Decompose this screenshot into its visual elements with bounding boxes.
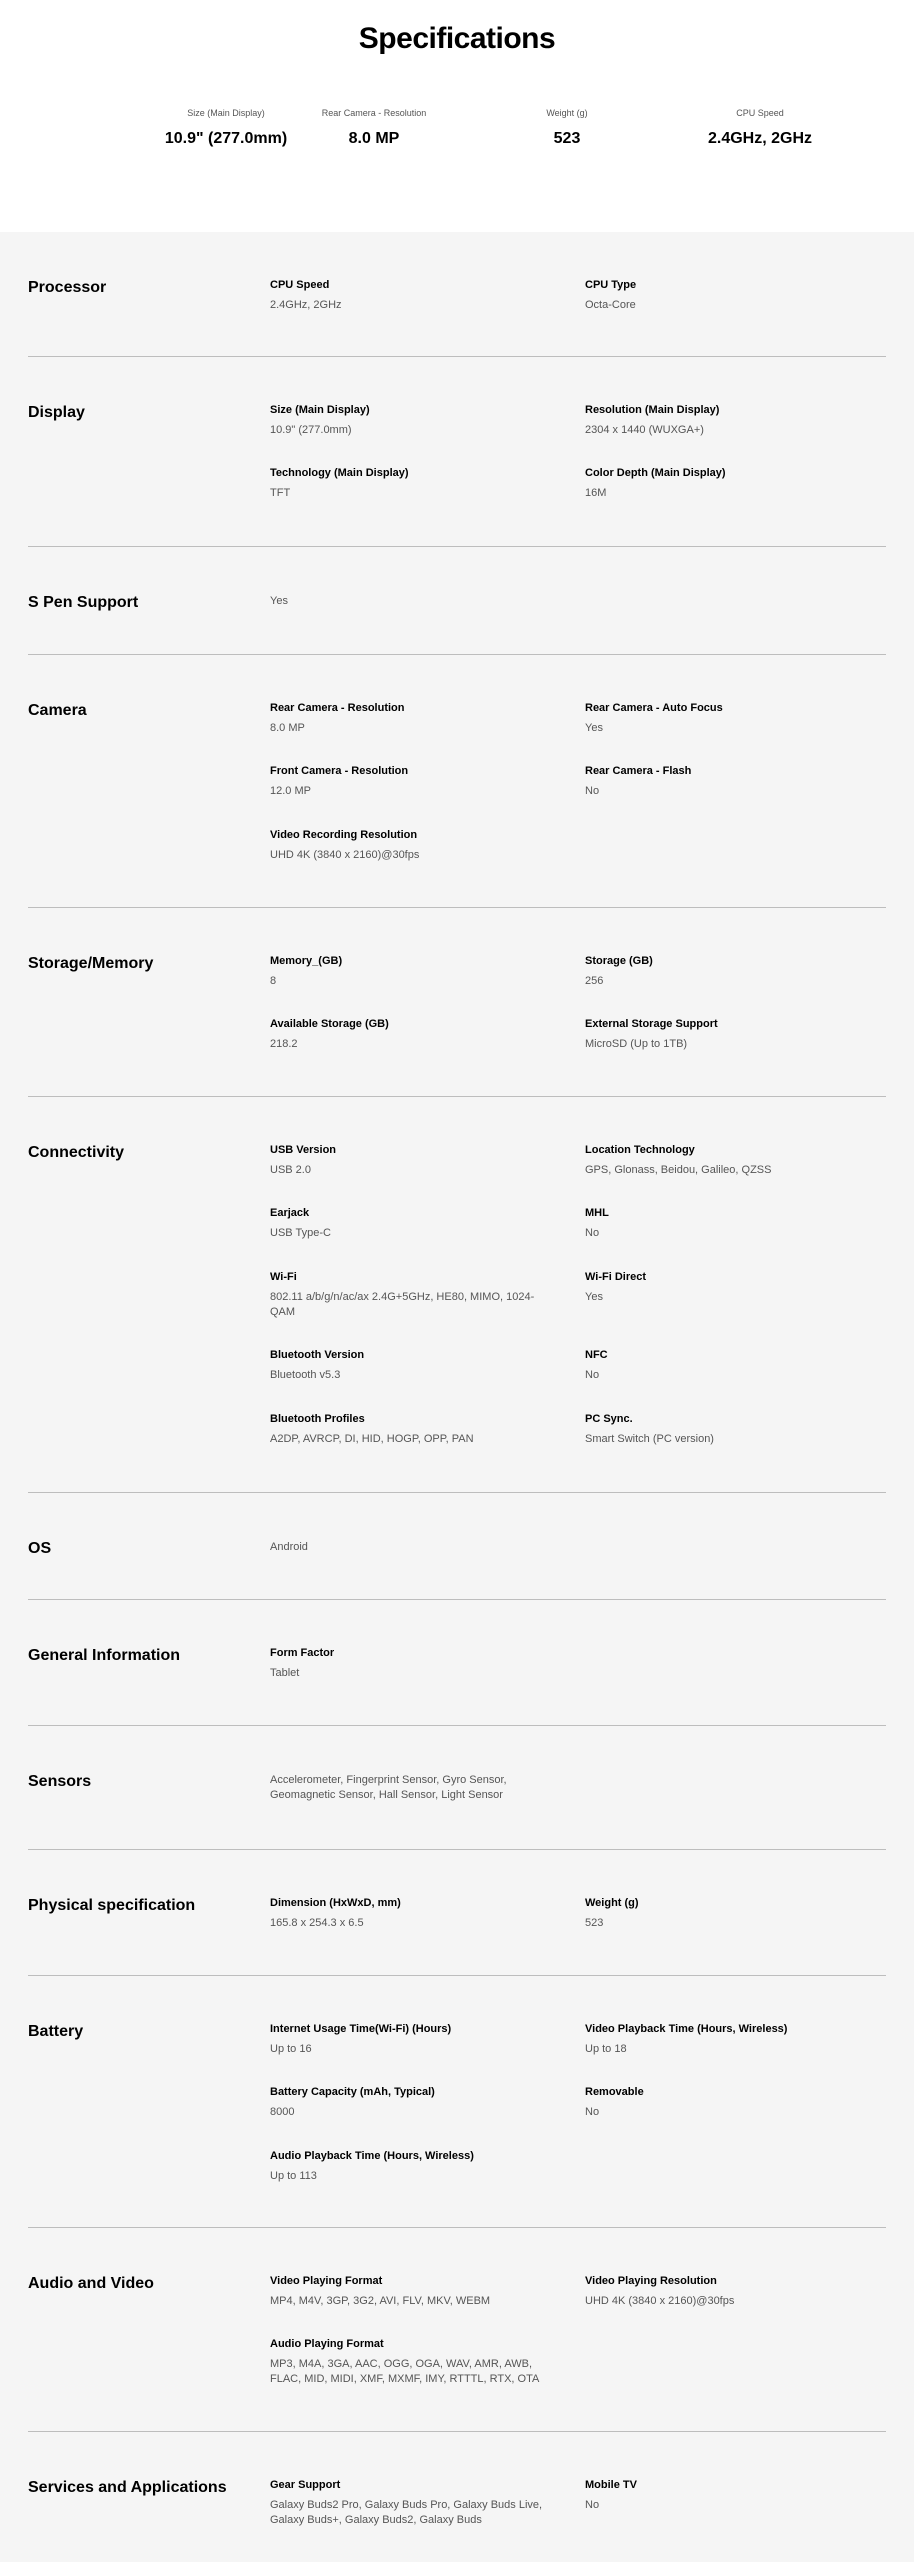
spec-item — [585, 1413, 870, 1447]
spec-name: Mobile TV — [585, 2479, 637, 2491]
section-title: Services and Applications — [28, 2479, 227, 2496]
section-camera — [28, 655, 886, 908]
spec-name: Rear Camera - Auto Focus — [585, 702, 723, 714]
spec-name: Wi-Fi Direct — [585, 1271, 647, 1283]
spec-value: No — [585, 785, 600, 797]
spec-item — [585, 1207, 870, 1241]
spec-item — [585, 2479, 870, 2513]
spec-name: Audio Playing Format — [270, 2338, 384, 2350]
spec-value: UHD 4K (3840 x 2160)@30fps — [270, 849, 420, 861]
spec-name: Rear Camera - Resolution — [270, 702, 405, 714]
section-title: Battery — [28, 2023, 84, 2040]
section-title: Sensors — [28, 1773, 92, 1790]
spec-name: Form Factor — [270, 1647, 335, 1659]
spec-value: 8 — [270, 975, 277, 987]
highlight-weight — [467, 108, 667, 148]
spec-item — [270, 1144, 555, 1178]
spec-value: Yes — [585, 1291, 603, 1303]
spec-name: Size (Main Display) — [270, 404, 370, 416]
spec-item — [585, 2023, 870, 2057]
spec-item — [585, 1349, 870, 1383]
spec-value: Up to 16 — [270, 2043, 312, 2055]
spec-item — [270, 765, 555, 799]
spec-value: Android — [270, 1541, 308, 1553]
section-title: Audio and Video — [28, 2275, 154, 2292]
spec-item — [585, 279, 870, 313]
spec-name: Resolution (Main Display) — [585, 404, 720, 416]
spec-item — [585, 765, 870, 799]
section-title: Connectivity — [28, 1144, 125, 1161]
spec-item — [270, 2275, 555, 2309]
spec-item — [270, 2150, 555, 2184]
spec-value: Up to 113 — [270, 2170, 317, 2182]
spec-name: Video Playback Time (Hours, Wireless) — [585, 2023, 788, 2035]
spec-value: Up to 18 — [585, 2043, 627, 2055]
spec-item — [270, 2023, 555, 2057]
highlight-cpu-speed — [660, 108, 860, 148]
spec-name: Earjack — [270, 1207, 310, 1219]
section-s-pen-support — [28, 547, 886, 655]
spec-item — [585, 2086, 870, 2120]
spec-name: NFC — [585, 1349, 608, 1361]
spec-item — [270, 1413, 555, 1447]
spec-name: Available Storage (GB) — [270, 1018, 389, 1030]
spec-value: Smart Switch (PC version) — [585, 1433, 714, 1445]
spec-value: UHD 4K (3840 x 2160)@30fps — [585, 2295, 735, 2307]
spec-name: Video Playing Format — [270, 2275, 383, 2287]
section-connectivity — [28, 1097, 886, 1493]
spec-value: 12.0 MP — [270, 785, 311, 797]
spec-name: Gear Support — [270, 2479, 341, 2491]
spec-item — [270, 2338, 555, 2387]
spec-value: Bluetooth v5.3 — [270, 1369, 341, 1381]
spec-item — [585, 1271, 870, 1305]
spec-value: 2.4GHz, 2GHz — [270, 299, 342, 311]
spec-list — [0, 232, 914, 2562]
spec-name: Memory_(GB) — [270, 955, 343, 967]
spec-value: GPS, Glonass, Beidou, Galileo, QZSS — [585, 1164, 772, 1176]
spec-item — [270, 1271, 555, 1320]
spec-value: MicroSD (Up to 1TB) — [585, 1038, 688, 1050]
section-title: General Information — [28, 1647, 181, 1664]
spec-name: USB Version — [270, 1144, 337, 1156]
spec-value: MP3, M4A, 3GA, AAC, OGG, OGA, WAV, AMR, AWB, FLAC, MID, MIDI, XMF, MXMF, IMY, RTTTL, RTX, OTA — [270, 2358, 540, 2385]
spec-value: 16M — [585, 487, 607, 499]
spec-value: 256 — [585, 975, 604, 987]
spec-item — [585, 1897, 870, 1931]
section-title: OS — [28, 1540, 52, 1557]
spec-name: MHL — [585, 1207, 609, 1219]
spec-value: 8000 — [270, 2106, 295, 2118]
spec-name: Battery Capacity (mAh, Typical) — [270, 2086, 435, 2098]
spec-item — [585, 955, 870, 989]
section-storage-memory — [28, 908, 886, 1097]
section-title: Camera — [28, 702, 87, 719]
spec-value: MP4, M4V, 3GP, 3G2, AVI, FLV, MKV, WEBM — [270, 2295, 491, 2307]
spec-item — [585, 1144, 870, 1178]
section-physical-specification — [28, 1850, 886, 1976]
spec-value: USB Type-C — [270, 1227, 331, 1239]
spec-item — [270, 955, 555, 989]
highlight-value: 8.0 MP — [348, 130, 400, 147]
spec-value: 2304 x 1440 (WUXGA+) — [585, 424, 704, 436]
spec-name: Internet Usage Time(Wi-Fi) (Hours) — [270, 2023, 452, 2035]
section-processor — [28, 232, 886, 357]
highlight-label: Rear Camera - Resolution — [321, 108, 427, 118]
spec-value: Yes — [585, 722, 603, 734]
spec-name: Removable — [585, 2086, 644, 2098]
spec-item — [585, 702, 870, 736]
spec-item — [270, 404, 555, 438]
spec-name: Rear Camera - Flash — [585, 765, 692, 777]
section-battery — [28, 1976, 886, 2228]
spec-value: Tablet — [270, 1667, 300, 1679]
spec-value: Yes — [270, 595, 288, 607]
spec-value: Galaxy Buds2 Pro, Galaxy Buds Pro, Galaxy Buds Live, Galaxy Buds+, Galaxy Buds2, Galaxy Buds — [270, 2499, 543, 2526]
spec-item — [585, 467, 870, 501]
spec-item — [270, 1018, 555, 1052]
spec-item — [270, 1647, 555, 1681]
spec-item — [585, 1018, 870, 1052]
section-title: Processor — [28, 279, 107, 296]
spec-item — [270, 1897, 555, 1931]
spec-name: Audio Playback Time (Hours, Wireless) — [270, 2150, 474, 2162]
spec-value: 165.8 x 254.3 x 6.5 — [270, 1917, 364, 1929]
spec-value: Octa-Core — [585, 299, 636, 311]
spec-item — [270, 1349, 555, 1383]
spec-name: CPU Type — [585, 279, 637, 291]
spec-name: Technology (Main Display) — [270, 467, 409, 479]
spec-name: Front Camera - Resolution — [270, 765, 409, 777]
spec-value: No — [585, 2106, 600, 2118]
spec-value: Accelerometer, Fingerprint Sensor, Gyro Sensor, Geomagnetic Sensor, Hall Sensor, Light Sensor — [270, 1774, 507, 1801]
spec-value: 802.11 a/b/g/n/ac/ax 2.4G+5GHz, HE80, MIMO, 1024-QAM — [270, 1291, 535, 1318]
section-services-applications — [28, 2432, 886, 2562]
spec-name: External Storage Support — [585, 1018, 718, 1030]
highlight-label: CPU Speed — [736, 108, 784, 118]
highlight-label: Weight (g) — [546, 108, 588, 118]
section-title: Physical specification — [28, 1897, 196, 1914]
section-sensors — [28, 1726, 886, 1850]
section-display — [28, 357, 886, 547]
highlight-value: 2.4GHz, 2GHz — [707, 130, 813, 147]
spec-name: Location Technology — [585, 1144, 695, 1156]
spec-name: Bluetooth Profiles — [270, 1413, 365, 1425]
spec-value: TFT — [270, 487, 291, 499]
spec-name: Video Playing Resolution — [585, 2275, 717, 2287]
section-audio-video — [28, 2228, 886, 2432]
spec-item — [270, 467, 555, 501]
section-title: Display — [28, 404, 85, 421]
spec-item — [270, 702, 555, 736]
spec-item — [270, 829, 555, 863]
spec-item — [585, 404, 870, 438]
spec-value: USB 2.0 — [270, 1164, 311, 1176]
spec-item — [270, 2086, 555, 2120]
spec-name: PC Sync. — [585, 1413, 633, 1425]
spec-name: Video Recording Resolution — [270, 829, 418, 841]
spec-value: 218.2 — [270, 1038, 298, 1050]
section-os — [28, 1493, 886, 1600]
section-title: S Pen Support — [28, 594, 139, 611]
spec-item — [270, 1207, 555, 1241]
spec-name: Color Depth (Main Display) — [585, 467, 726, 479]
spec-name: CPU Speed — [270, 279, 330, 291]
spec-item — [270, 279, 555, 313]
specs-header — [0, 0, 914, 232]
spec-name: Dimension (HxWxD, mm) — [270, 1897, 401, 1909]
highlight-rear-camera — [274, 108, 474, 148]
highlight-value: 523 — [553, 130, 581, 147]
spec-value: 10.9" (277.0mm) — [270, 424, 352, 436]
spec-name: Weight (g) — [585, 1897, 639, 1909]
section-title: Storage/Memory — [28, 955, 154, 972]
spec-name: Storage (GB) — [585, 955, 653, 967]
highlight-label: Size (Main Display) — [187, 108, 265, 118]
page-title: Specifications — [358, 22, 556, 55]
highlight-value: 10.9" (277.0mm) — [164, 130, 288, 147]
spec-value: 8.0 MP — [270, 722, 305, 734]
spec-value: 523 — [585, 1917, 604, 1929]
spec-name: Bluetooth Version — [270, 1349, 365, 1361]
section-general-information — [28, 1600, 886, 1726]
spec-value: No — [585, 1227, 600, 1239]
spec-value: No — [585, 1369, 600, 1381]
spec-value: No — [585, 2499, 600, 2511]
spec-item — [270, 2479, 555, 2528]
spec-item — [585, 2275, 870, 2309]
spec-value: A2DP, AVRCP, DI, HID, HOGP, OPP, PAN — [270, 1433, 474, 1445]
spec-name: Wi-Fi — [270, 1271, 297, 1283]
